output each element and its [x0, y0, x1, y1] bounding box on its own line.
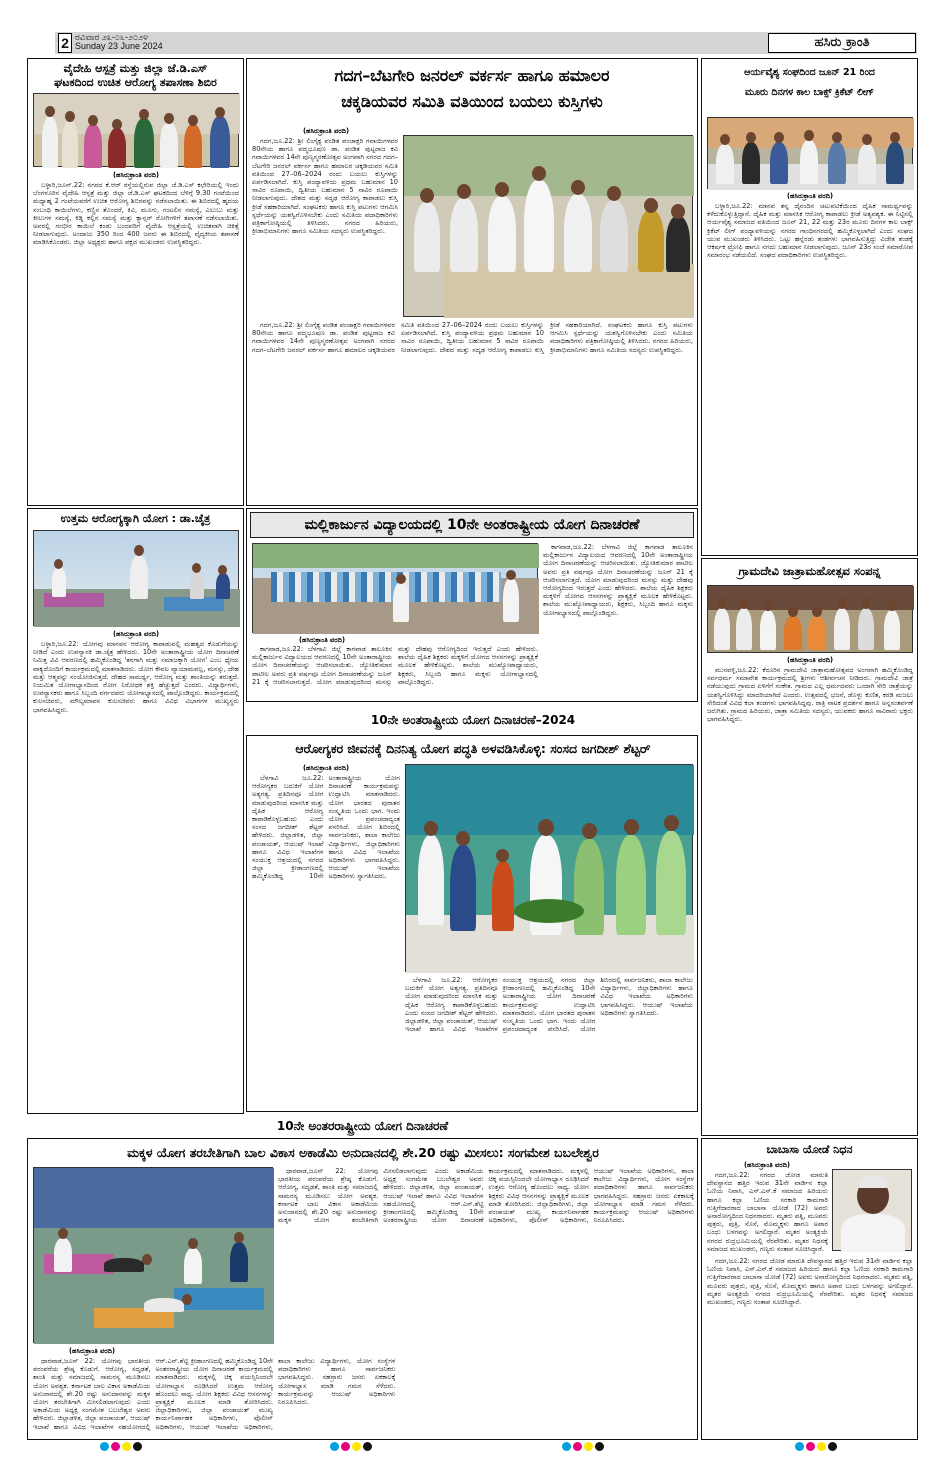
- box-cricket-headline: ಆರ್ಯವೈಶ್ಯ ಸಂಘದಿಂದ ಜೂನ್ 21 ರಿಂದ ಮೂರು ದಿನಗಳ ಕಾಲ ಬಾಕ್ಸ್ ಕ್ರಿಕೆಟ್ ಲೀಗ್: [744, 67, 875, 98]
- article-obituary: [701, 1138, 918, 1440]
- shettar-body-left: ಬೆಳಗಾವಿ ಜೂ.22: ಆರೋಗ್ಯಕರ ಬದುಕಿಗೆ ಯೋಗ ಅತ್ಯಗತ್ಯ. ಪ್ರತಿದಿನವೂ ಯೋಗ ಮಾಡುವುದರಿಂದ ಮಾನಸಿಕ ಮತ್ತು ದೈಹಿಕ ಆರೋಗ್ಯ ಕಾಪಾಡಿಕೊಳ್ಳಬಹುದು ಎಂದು ಸಂಸದ ಜಗದೀಶ್ ಶೆಟ್ಟರ್ ಹೇಳಿದರು. ಜಿಲ್ಲಾಡಳಿತ, ಜಿಲ್ಲಾ ಪಂಚಾಯತ್, ಆಯುಷ್ ಇಲಾಖೆ ಹಾಗೂ ವಿವಿಧ ಇಲಾಖೆಗಳ ಸಂಯುಕ್ತ ಆಶ್ರಯದಲ್ಲಿ ನಗರದ ಜಿಲ್ಲಾ ಕ್ರೀಡಾಂಗಣದಲ್ಲಿ ಹಮ್ಮಿಕೊಂಡಿದ್ದ 10ನೇ ಅಂತಾರಾಷ್ಟ್ರೀಯ ಯೋಗ ದಿನಾಚರಣೆ ಕಾರ್ಯಕ್ರಮವನ್ನು ಉದ್ಘಾಟಿಸಿ ಮಾತನಾಡಿದರು. ಯೋಗ ಭಾರತದ ಪುರಾತನ ಸಂಸ್ಕೃತಿಯ ಒಂದು ಭಾಗ. ಇಂದು ಯೋಗ ಪ್ರಪಂಚದಾದ್ಯಂತ ಪಸರಿಸಿದೆ. ಯೋಗ ಶಿಬಿರದಲ್ಲಿ ಸಾರ್ವಜನಿಕರು, ಶಾಲಾ ಕಾಲೇಜು ವಿದ್ಯಾರ್ಥಿಗಳು, ಜಿಲ್ಲಾಧಿಕಾರಿಗಳು ಹಾಗೂ ವಿವಿಧ ಇಲಾಖೆಯ ಅಧಿಕಾರಿಗಳು ಭಾಗವಹಿಸಿದ್ದರು. ಆಯುಷ್ ಇಲಾಖೆಯ ಅಧಿಕಾರಿಗಳು ಸ್ವಾಗತಿಸಿದರು.: [252, 774, 400, 881]
- date-english: Sunday 23 June 2024: [75, 41, 163, 51]
- jatra-headline: ಗ್ರಾಮದೇವಿ ಜಾತ್ರಾಮಹೋತ್ಸವ ಸಂಪನ್ನ: [738, 564, 881, 578]
- shettar-credit: (ಹಸಿರುಕ್ರಾಂತಿ ವರದಿ): [303, 764, 349, 772]
- article-health-camp: [27, 58, 244, 506]
- yoga-chaitra-body: ಬಳ್ಳಾರಿ,ಜೂ.22: ಯೋಗವು ಮಾನವನ ಆರೋಗ್ಯ ಕಾಪಾಡುವಲ್ಲಿ ಮಹತ್ವದ ಕೊಡುಗೆಯನ್ನು ನೀಡಿದೆ ಎಂದು ಉಪನ್ಯಾಸಕಿ ಡಾ.ಚೈತ್ರ ಹೇಳಿದರು. 10ನೇ ಅಂತಾರಾಷ್ಟ್ರೀಯ ಯೋಗ ದಿನಾಚರಣೆ ನಿಮಿತ್ತ ವಿವಿ ಆವರಣದಲ್ಲಿ ಹಮ್ಮಿಕೊಂಡಿದ್ದ 'ತನಗಾಗಿ ಮತ್ತು ಸಮಾಜಕ್ಕಾಗಿ ಯೋಗ' ಎಂಬ ಧ್ಯೇಯ ವಾಕ್ಯದೊಂದಿಗೆ ಕಾರ್ಯಕ್ರಮದಲ್ಲಿ ಮಾತನಾಡಿದರು. ಯೋಗ ಕೇವಲ ವ್ಯಾಯಾಮವಲ್ಲ, ಮನಸ್ಸು, ದೇಹ ಮತ್ತು ಆತ್ಮವನ್ನು ಸಂಯೋಜಿಸುತ್ತದೆ. ದೇಹದ ಸಾಮರ್ಥ್ಯ, ಆರೋಗ್ಯ ಮತ್ತು ಶಾಂತಿಯನ್ನು ತರುತ್ತದೆ. ನಿಯಮಿತ ಯೋಗಾಭ್ಯಾಸದಿಂದ ರೋಗ ನಿರೋಧಕ ಶಕ್ತಿ ಹೆಚ್ಚುತ್ತದೆ ಎಂದರು. ವಿದ್ಯಾರ್ಥಿಗಳು, ಉಪನ್ಯಾಸಕರು ಹಾಗೂ ಸಿಬ್ಬಂದಿ ವರ್ಗದವರು ಯೋಗಾಭ್ಯಾಸದಲ್ಲಿ ಪಾಲ್ಗೊಂಡಿದ್ದರು. ಕಾರ್ಯಕ್ರಮದಲ್ಲಿ ಕುಲಸಚಿವರು, ಮೌಲ್ಯಮಾಪನ ಕುಲಸಚಿವರು ಹಾಗೂ ವಿವಿಧ ವಿಭಾಗಗಳ ಮುಖ್ಯಸ್ಥರು ಭಾಗವಹಿಸಿದ್ದರು.: [33, 640, 239, 714]
- box-cricket-body: ಬಳ್ಳಾರಿ,ಜೂ.22: ಮಾನವ ತನ್ನ ದೈನಂದಿನ ಚಟುವಟಿಕೆಯಿಂದ ದೈಹಿಕ ಸಾಮರ್ಥ್ಯವನ್ನು ಕಳೆದುಕೊಳ್ಳುತ್ತಿದ್ದಾನೆ. ದೈಹಿಕ ಮತ್ತು ಮಾನಸಿಕ ಆರೋಗ್ಯ ಕಾಪಾಡಲು ಕ್ರೀಡೆ ಅತ್ಯವಶ್ಯಕ. ಈ ನಿಟ್ಟಿನಲ್ಲಿ ಆರ್ಯವೈಶ್ಯ ಸಮಾಜದ ವತಿಯಿಂದ ಜೂನ್ 21, 22 ಮತ್ತು 23ರ ಮೂರು ದಿನಗಳ ಕಾಲ ಬಾಕ್ಸ್ ಕ್ರಿಕೆಟ್ ಲೀಗ್ ಪಂದ್ಯಾವಳಿಯನ್ನು ನಗರದ ಗಾಂಧಿನಗರದಲ್ಲಿ ಹಮ್ಮಿಕೊಳ್ಳಲಾಗಿದೆ ಎಂದು ಸಂಘದ ಯುವ ಮುಖಂಡರು ತಿಳಿಸಿದರು. ಒಟ್ಟು ಹನ್ನೆರಡು ತಂಡಗಳು ಭಾಗವಹಿಸುತ್ತಿದ್ದು ವಿಜೇತ ತಂಡಕ್ಕೆ ಆಕರ್ಷಕ ಟ್ರೋಫಿ ಹಾಗೂ ನಗದು ಬಹುಮಾನ ನೀಡಲಾಗುವುದು. ಜೂನ್ 23ರ ಸಂಜೆ ಸಮಾರೋಪ ಸಮಾರಂಭ ನಡೆಯಲಿದೆ. ಸಂಘದ ಪದಾಧಿಕಾರಿಗಳು ಉಪಸ್ಥಿತರಿದ್ದರು.: [707, 202, 913, 260]
- registration-dots-2: [330, 1442, 372, 1451]
- shettar-kicker: 10ನೇ ಅಂತರಾಷ್ಟ್ರೀಯ ಯೋಗ ದಿನಾಚರಣೆ–2024: [370, 713, 576, 727]
- box-cricket-photo: [707, 117, 913, 189]
- health-camp-headline: ವೈದೇಹಿ ಆಸ್ಪತ್ರೆ ಮತ್ತು ಜಿಲ್ಲಾ ಜೆ.ಡಿ.ಎಸ್ ಘಟಕದಿಂದ ಉಚಿತ ಆರೋಗ್ಯ ತಪಾಸಣಾ ಶಿಬಿರ: [54, 62, 217, 89]
- registration-dots-1: [100, 1442, 142, 1451]
- jatra-photo: [707, 585, 913, 653]
- masthead-logo: ಹಸಿರು ಕ್ರಾಂತಿ: [768, 33, 916, 53]
- health-camp-credit: (ಹಸಿರುಕ್ರಾಂತಿ ವರದಿ): [113, 171, 159, 179]
- obituary-credit: (ಹಸಿರುಕ್ರಾಂತಿ ವರದಿ): [744, 1161, 790, 1169]
- yoga-chaitra-photo: [33, 530, 239, 626]
- health-camp-photo: [33, 93, 239, 167]
- academy-credit: (ಹಸಿರುಕ್ರಾಂತಿ ವರದಿ): [69, 1347, 115, 1355]
- academy-kicker: 10ನೇ ಅಂತರರಾಷ್ಟ್ರೀಯ ಯೋಗ ದಿನಾಚರಣೆ: [276, 1119, 449, 1133]
- academy-body-lower: ಧಾರವಾಡ,ಜೂನ್ 22: ಯೋಗವು ಭಾರತೀಯ ಪರಂಪರೆಯ ಶ್ರೇಷ್ಠ ಕೊಡುಗೆ. ಆರೋಗ್ಯ, ಸದೃಢತೆ, ಶಾಂತಿ ಮತ್ತು ಸಮಾಜದಲ್ಲಿ ಸಾಮರಸ್ಯ ಮೂಡಿಸಲು ಯೋಗ ಅವಶ್ಯಕ. ಕರ್ನಾಟಕ ಬಾಲ ವಿಕಾಸ ಅಕಾಡೆಮಿಯ ಅನುದಾನದಲ್ಲಿ ಶೇ.20 ರಷ್ಟು ಅನುದಾನವನ್ನು ಮಕ್ಕಳ ಯೋಗ ತರಬೇತಿಗಾಗಿ ಮೀಸಲಿಡಲಾಗುವುದು ಎಂದು ಅಕಾಡೆಮಿಯ ಅಧ್ಯಕ್ಷ ಸಂಗಮೇಶ ಬಬಲೇಶ್ವರ ಅವರು ಹೇಳಿದರು. ಜಿಲ್ಲಾಡಳಿತ, ಜಿಲ್ಲಾ ಪಂಚಾಯತ್, ಆಯುಷ್ ಇಲಾಖೆ ಹಾಗೂ ವಿವಿಧ ಇಲಾಖೆಗಳ ಸಹಯೋಗದಲ್ಲಿ ಆರ್.ಎನ್.ಶೆಟ್ಟಿ ಕ್ರೀಡಾಂಗಣದಲ್ಲಿ ಹಮ್ಮಿಕೊಂಡಿದ್ದ 10ನೇ ಅಂತರರಾಷ್ಟ್ರೀಯ ಯೋಗ ದಿನಾಚರಣೆ ಕಾರ್ಯಕ್ರಮದಲ್ಲಿ ಮಾತನಾಡಿದರು. ಮಕ್ಕಳಲ್ಲಿ ಚಿಕ್ಕ ವಯಸ್ಸಿನಿಂದಲೇ ಯೋಗಾಭ್ಯಾಸ ರೂಢಿಸಿದರೆ ಉತ್ತಮ ಆರೋಗ್ಯ ಹೊಂದಲು ಸಾಧ್ಯ. ಯೋಗ ಶಿಕ್ಷಕರು ವಿವಿಧ ಆಸನಗಳನ್ನು ಪ್ರಾತ್ಯಕ್ಷಿಕೆ ಮೂಲಕ ಮಾಡಿ ತೋರಿಸಿದರು. ಜಿಲ್ಲಾಧಿಕಾರಿಗಳು, ಜಿಲ್ಲಾ ಪಂಚಾಯತ್ ಮುಖ್ಯ ಕಾರ್ಯನಿರ್ವಾಹಕ ಅಧಿಕಾರಿಗಳು, ಪೊಲೀಸ್ ಅಧಿಕಾರಿಗಳು, ಆಯುಷ್ ಇಲಾಖೆಯ ಅಧಿಕಾರಿಗಳು, ಶಾಲಾ ಕಾಲೇಜು ವಿದ್ಯಾರ್ಥಿಗಳು, ಯೋಗ ಸಂಸ್ಥೆಗಳ ಪದಾಧಿಕಾರಿಗಳು ಹಾಗೂ ಸಾರ್ವಜನಿಕರು ಭಾಗವಹಿಸಿದ್ದರು. ಸಹಸ್ರಾರು ಜನರು ಏಕಕಾಲಕ್ಕೆ ಯೋಗಾಭ್ಯಾಸ ಮಾಡಿ ಗಮನ ಸೆಳೆದರು. ಕಾರ್ಯಕ್ರಮವನ್ನು ಆಯುಷ್ ಅಧಿಕಾರಿಗಳು ನಿರೂಪಿಸಿದರು.: [33, 1357, 396, 1431]
- article-bala-vikasa: [27, 1138, 698, 1440]
- article-box-cricket: [701, 58, 918, 556]
- shettar-photo: [405, 764, 693, 972]
- academy-headline: ಮಕ್ಕಳ ಯೋಗ ತರಬೇತಿಗಾಗಿ ಬಾಲ ವಿಕಾಸ ಅಕಾಡೆಮಿ ಅನುದಾನದಲ್ಲಿ ಶೇ.20 ರಷ್ಟು ಮೀಸಲು: ಸಂಗಮೇಶ ಬಬಲೇಶ್ವರ: [127, 1145, 599, 1160]
- wrestling-photo: [403, 135, 693, 317]
- mallikarjuna-photo: [252, 543, 538, 633]
- obituary-headline: ಬಾಬಾಸಾ ಯೋಡೆ ನಿಧನ: [766, 1143, 853, 1156]
- health-camp-body: ಬಳ್ಳಾರಿ,ಜೂನ್.22: ನಗರದ ಕೆ.ಆರ್ ರಸ್ತೆಯಲ್ಲಿರುವ ಜಿಲ್ಲಾ ಜೆ.ಡಿ.ಎಸ್ ಕಛೇರಿಯಲ್ಲಿ ಇಂದು ಬೆಂಗಳೂರಿನ ವೈದೇಹಿ ಆಸ್ಪತ್ರೆ ಮತ್ತು ಜಿಲ್ಲಾ ಜೆ.ಡಿ.ಎಸ್ ಘಟಕದಿಂದ ಬೆಳಿಗ್ಗೆ 9.30 ಗಂಟೆಯಿಂದ ಮಧ್ಯಾಹ್ನ 2 ಗಂಟೆಯವರೆಗೆ ಉಚಿತ ಆರೋಗ್ಯ ಶಿಬಿರವನ್ನು ನಡೆಸಲಾಯಿತು. ಈ ಶಿಬಿರದಲ್ಲಿ ಹೃದಯ ಸಂಬಂಧಿ ಕಾಯಿಲೆಗಳು, ಕಣ್ಣಿನ ತೊಂದರೆ, ಕಿವಿ, ಮೂಗು, ಗಂಟಲಿನ ಸಮಸ್ಯೆ, ಎಲುಬು ಮತ್ತು ಕೀಲುಗಳ ಸಮಸ್ಯೆ, ಕಿಡ್ನಿ ಕಲ್ಲಿನ ಸಮಸ್ಯೆ ಮತ್ತು ಕ್ಯಾನ್ಸರ್ ರೋಗಿಗಳಿಗೆ ತಪಾಸಣೆ ನಡೆಸಲಾಯಿತು. ಅವರಲ್ಲಿ ಗಂಭೀರ ಕಾಯಿಲೆ ಕಂಡು ಬಂದವರಿಗೆ ವೈದೇಹಿ ಆಸ್ಪತ್ರೆಯಲ್ಲಿ ಉಚಿತವಾಗಿ ಚಿಕಿತ್ಸೆ ನೀಡಲಾಗುವುದು. ಅಂದಾಜು 350 ರಿಂದ 400 ಜನರು ಈ ಶಿಬಿರದಲ್ಲಿ ವೈದ್ಯಕೀಯ ತಪಾಸಣೆ ಮಾಡಿಸಿಕೊಂಡರು. ಜಿಲ್ಲಾ ಅಧ್ಯಕ್ಷರು ಹಾಗೂ ಪಕ್ಷದ ಮುಖಂಡರು ಉಪಸ್ಥಿತರಿದ್ದರು.: [33, 181, 239, 247]
- shettar-body-lower: ಬೆಳಗಾವಿ ಜೂ.22: ಆರೋಗ್ಯಕರ ಬದುಕಿಗೆ ಯೋಗ ಅತ್ಯಗತ್ಯ. ಪ್ರತಿದಿನವೂ ಯೋಗ ಮಾಡುವುದರಿಂದ ಮಾನಸಿಕ ಮತ್ತು ದೈಹಿಕ ಆರೋಗ್ಯ ಕಾಪಾಡಿಕೊಳ್ಳಬಹುದು ಎಂದು ಸಂಸದ ಜಗದೀಶ್ ಶೆಟ್ಟರ್ ಹೇಳಿದರು. ಜಿಲ್ಲಾಡಳಿತ, ಜಿಲ್ಲಾ ಪಂಚಾಯತ್, ಆಯುಷ್ ಇಲಾಖೆ ಹಾಗೂ ವಿವಿಧ ಇಲಾಖೆಗಳ ಸಂಯುಕ್ತ ಆಶ್ರಯದಲ್ಲಿ ನಗರದ ಜಿಲ್ಲಾ ಕ್ರೀಡಾಂಗಣದಲ್ಲಿ ಹಮ್ಮಿಕೊಂಡಿದ್ದ 10ನೇ ಅಂತಾರಾಷ್ಟ್ರೀಯ ಯೋಗ ದಿನಾಚರಣೆ ಕಾರ್ಯಕ್ರಮವನ್ನು ಉದ್ಘಾಟಿಸಿ ಮಾತನಾಡಿದರು. ಯೋಗ ಭಾರತದ ಪುರಾತನ ಸಂಸ್ಕೃತಿಯ ಒಂದು ಭಾಗ. ಇಂದು ಯೋಗ ಪ್ರಪಂಚದಾದ್ಯಂತ ಪಸರಿಸಿದೆ. ಯೋಗ ಶಿಬಿರದಲ್ಲಿ ಸಾರ್ವಜನಿಕರು, ಶಾಲಾ ಕಾಲೇಜು ವಿದ್ಯಾರ್ಥಿಗಳು, ಜಿಲ್ಲಾಧಿಕಾರಿಗಳು ಹಾಗೂ ವಿವಿಧ ಇಲಾಖೆಯ ಅಧಿಕಾರಿಗಳು ಭಾಗವಹಿಸಿದ್ದರು. ಆಯುಷ್ ಇಲಾಖೆಯ ಅಧಿಕಾರಿಗಳು ಸ್ವಾಗತಿಸಿದರು.: [405, 976, 693, 1034]
- academy-body-right: ಧಾರವಾಡ,ಜೂನ್ 22: ಯೋಗವು ಭಾರತೀಯ ಪರಂಪರೆಯ ಶ್ರೇಷ್ಠ ಕೊಡುಗೆ. ಆರೋಗ್ಯ, ಸದೃಢತೆ, ಶಾಂತಿ ಮತ್ತು ಸಮಾಜದಲ್ಲಿ ಸಾಮರಸ್ಯ ಮೂಡಿಸಲು ಯೋಗ ಅವಶ್ಯಕ. ಕರ್ನಾಟಕ ಬಾಲ ವಿಕಾಸ ಅಕಾಡೆಮಿಯ ಅನುದಾನದಲ್ಲಿ ಶೇ.20 ರಷ್ಟು ಅನುದಾನವನ್ನು ಮಕ್ಕಳ ಯೋಗ ತರಬೇತಿಗಾಗಿ ಮೀಸಲಿಡಲಾಗುವುದು ಎಂದು ಅಕಾಡೆಮಿಯ ಅಧ್ಯಕ್ಷ ಸಂಗಮೇಶ ಬಬಲೇಶ್ವರ ಅವರು ಹೇಳಿದರು. ಜಿಲ್ಲಾಡಳಿತ, ಜಿಲ್ಲಾ ಪಂಚಾಯತ್, ಆಯುಷ್ ಇಲಾಖೆ ಹಾಗೂ ವಿವಿಧ ಇಲಾಖೆಗಳ ಸಹಯೋಗದಲ್ಲಿ ಆರ್.ಎನ್.ಶೆಟ್ಟಿ ಕ್ರೀಡಾಂಗಣದಲ್ಲಿ ಹಮ್ಮಿಕೊಂಡಿದ್ದ 10ನೇ ಅಂತರರಾಷ್ಟ್ರೀಯ ಯೋಗ ದಿನಾಚರಣೆ ಕಾರ್ಯಕ್ರಮದಲ್ಲಿ ಮಾತನಾಡಿದರು. ಮಕ್ಕಳಲ್ಲಿ ಚಿಕ್ಕ ವಯಸ್ಸಿನಿಂದಲೇ ಯೋಗಾಭ್ಯಾಸ ರೂಢಿಸಿದರೆ ಉತ್ತಮ ಆರೋಗ್ಯ ಹೊಂದಲು ಸಾಧ್ಯ. ಯೋಗ ಶಿಕ್ಷಕರು ವಿವಿಧ ಆಸನಗಳನ್ನು ಪ್ರಾತ್ಯಕ್ಷಿಕೆ ಮೂಲಕ ಮಾಡಿ ತೋರಿಸಿದರು. ಜಿಲ್ಲಾಧಿಕಾರಿಗಳು, ಜಿಲ್ಲಾ ಪಂಚಾಯತ್ ಮುಖ್ಯ ಕಾರ್ಯನಿರ್ವಾಹಕ ಅಧಿಕಾರಿಗಳು, ಪೊಲೀಸ್ ಅಧಿಕಾರಿಗಳು, ಆಯುಷ್ ಇಲಾಖೆಯ ಅಧಿಕಾರಿಗಳು, ಶಾಲಾ ಕಾಲೇಜು ವಿದ್ಯಾರ್ಥಿಗಳು, ಯೋಗ ಸಂಸ್ಥೆಗಳ ಪದಾಧಿಕಾರಿಗಳು ಹಾಗೂ ಸಾರ್ವಜನಿಕರು ಭಾಗವಹಿಸಿದ್ದರು. ಸಹಸ್ರಾರು ಜನರು ಏಕಕಾಲಕ್ಕೆ ಯೋಗಾಭ್ಯಾಸ ಮಾಡಿ ಗಮನ ಸೆಳೆದರು. ಕಾರ್ಯಕ್ರಮವನ್ನು ಆಯುಷ್ ಅಧಿಕಾರಿಗಳು ನಿರೂಪಿಸಿದರು.: [278, 1167, 694, 1225]
- mallikarjuna-body-side: ಕಾಗವಾಡ,ಜೂ.22: ಬೆಳಗಾವಿ ಜಿಲ್ಲೆ ಕಾಗವಾಡ ತಾಲೂಕಿನ ಮಲ್ಲಿಕಾರ್ಜುನ ವಿದ್ಯಾಲಯದ ಆವರಣದಲ್ಲಿ 10ನೇ ಅಂತಾರಾಷ್ಟ್ರೀಯ ಯೋಗ ದಿನಾಚರಣೆಯನ್ನು ಆಚರಿಸಲಾಯಿತು. ಜ್ಯೋತಿಕುಮಾರ ಪಾಟೀಲ ಅವರು ಪ್ರತಿ ವರ್ಷವೂ ಯೋಗ ದಿನಾಚರಣೆಯನ್ನು ಜೂನ್ 21 ಕ್ಕೆ ಆಚರಿಸಲಾಗುತ್ತದೆ. ಯೋಗ ಮಾಡುವುದರಿಂದ ಮನಸ್ಸು ಮತ್ತು ದೇಹವು ಆರೋಗ್ಯದಿಂದ ಇರುತ್ತದೆ ಎಂದು ಹೇಳಿದರು. ಶಾಲೆಯ ದೈಹಿಕ ಶಿಕ್ಷಕರು ಮಕ್ಕಳಿಗೆ ಯೋಗದ ಆಸನಗಳನ್ನು ಪ್ರಾತ್ಯಕ್ಷಿಕೆ ಮೂಲಕ ಹೇಳಿಕೊಟ್ಟರು. ಶಾಲೆಯ ಮುಖ್ಯೋಪಾಧ್ಯಾಯರು, ಶಿಕ್ಷಕರು, ಸಿಬ್ಬಂದಿ ಹಾಗೂ ಮಕ್ಕಳು ಯೋಗಾಭ್ಯಾಸದಲ್ಲಿ ಪಾಲ್ಗೊಂಡಿದ್ದರು.: [543, 543, 693, 617]
- jatra-body: ಮುನವಳ್ಳಿ,ಜೂ.22: ಕೆರೂರಿನ ಗ್ರಾಮದೇವಿ ಜಾತ್ರಾಮಹೋತ್ಸವದ ಅಂಗವಾಗಿ ಹಮ್ಮಿಕೊಂಡಿದ್ದ ಸರ್ವಧರ್ಮ ಸಮಾವೇಶ ಕಾರ್ಯಕ್ರಮದಲ್ಲಿ ಶ್ರೀಗಳು ಆಶೀರ್ವಚನ ನೀಡಿದರು. ಗ್ರಾಮದೇವಿ ಜಾತ್ರೆ ನಡೆಯುವುದು ಗ್ರಾಮದ ಏಳಿಗೆಗೆ ಸಂಕೇತ. ಗ್ರಾಮದ ಎಲ್ಲ ಧರ್ಮದವರು ಒಂದಾಗಿ ಸೇರಿ ಜಾತ್ರೆಯನ್ನು ಯಶಸ್ವಿಗೊಳಿಸಿದ್ದು ಮಾದರಿಯಾಗಿದೆ ಎಂದರು. ಉತ್ಸವದಲ್ಲಿ ಭಜನೆ, ಡೊಳ್ಳು ಕುಣಿತ, ಕರಡಿ ಮಜಲು ಸೇರಿದಂತೆ ವಿವಿಧ ಕಲಾ ತಂಡಗಳು ಭಾಗವಹಿಸಿದ್ದವು. ರಾತ್ರಿ ನಾಟಕ ಪ್ರದರ್ಶನ ಹಾಗೂ ಅನ್ನಸಂತರ್ಪಣೆ ಜರುಗಿತು. ಗ್ರಾಮದ ಹಿರಿಯರು, ಜಾತ್ರಾ ಸಮಿತಿಯ ಸದಸ್ಯರು, ಯುವಕರು ಹಾಗೂ ಸಾವಿರಾರು ಭಕ್ತರು ಭಾಗವಹಿಸಿದ್ದರು.: [707, 666, 913, 724]
- registration-dots-4: [795, 1442, 837, 1451]
- wrestling-body-col1: ಗದಗ,ಜೂ.22: ಶ್ರೀ ಲಿಂಗೈಕ್ಯ ಪಂಡಿತ ಪಂಚಾಕ್ಷರಿ ಗವಾಯಿಗಳವರ 80ನೇಯ ಹಾಗೂ ಪದ್ಮಭೂಷಣ ಡಾ. ಪಂಡಿತ ಪುಟ್ಟರಾಜ ಕವಿ ಗವಾಯಿಗಳವರ 14ನೇ ಪುಣ್ಯಸ್ಮರಣೋತ್ಸವ ಅಂಗವಾಗಿ ನಗರದ ಗದಗ–ಬೆಟಗೇರಿ ಜನರಲ್ ವರ್ಕರ್ಸ ಹಾಗೂ ಹಮಾಲರ ಚಕ್ಕಡಿಯವರ ಸಮಿತಿ ವತಿಯಿಂದ 27–06–2024 ರಂದು ಬಯಲು ಕುಸ್ತಿಗಳನ್ನು ಏರ್ಪಡಿಸಲಾಗಿದೆ. ಕುಸ್ತಿ ಪಂದ್ಯಾವಳಿಯ ಪ್ರಥಮ ಬಹುಮಾನ 10 ಸಾವಿರ ರೂಪಾಯಿ, ದ್ವಿತೀಯ ಬಹುಮಾನ 5 ಸಾವಿರ ರೂಪಾಯಿ ನೀಡಲಾಗುವುದು. ದೇಶದ ಮತ್ತು ಸದೃಢ ಆರೋಗ್ಯ ಕಾಪಾಡಲು ಕುಸ್ತಿ ಕ್ರೀಡೆ ಸಹಕಾರಿಯಾಗಿದೆ. ಸಂಘಟಕರು ಹಾಗೂ ಕುಸ್ತಿ ಪಟುಗಳು ಆಗಮಿಸಿ ಸ್ಪರ್ಧೆಯನ್ನು ಯಶಸ್ವಿಗೊಳಿಸಬೇಕು ಎಂದು ಸಮಿತಿಯ ಪದಾಧಿಕಾರಿಗಳು ಪತ್ರಿಕಾಗೋಷ್ಠಿಯಲ್ಲಿ ತಿಳಿಸಿದರು. ನಗರದ ಹಿರಿಯರು, ಕ್ರೀಡಾಭಿಮಾನಿಗಳು ಹಾಗೂ ಸಮಿತಿಯ ಸದಸ್ಯರು ಉಪಸ್ಥಿತರಿದ್ದರು.: [252, 137, 398, 236]
- article-wrestling: [246, 58, 698, 506]
- page-number: 2: [58, 33, 72, 53]
- mallikarjuna-body-lower: ಕಾಗವಾಡ,ಜೂ.22: ಬೆಳಗಾವಿ ಜಿಲ್ಲೆ ಕಾಗವಾಡ ತಾಲೂಕಿನ ಮಲ್ಲಿಕಾರ್ಜುನ ವಿದ್ಯಾಲಯದ ಆವರಣದಲ್ಲಿ 10ನೇ ಅಂತಾರಾಷ್ಟ್ರೀಯ ಯೋಗ ದಿನಾಚರಣೆಯನ್ನು ಆಚರಿಸಲಾಯಿತು. ಜ್ಯೋತಿಕುಮಾರ ಪಾಟೀಲ ಅವರು ಪ್ರತಿ ವರ್ಷವೂ ಯೋಗ ದಿನಾಚರಣೆಯನ್ನು ಜೂನ್ 21 ಕ್ಕೆ ಆಚರಿಸಲಾಗುತ್ತದೆ. ಯೋಗ ಮಾಡುವುದರಿಂದ ಮನಸ್ಸು ಮತ್ತು ದೇಹವು ಆರೋಗ್ಯದಿಂದ ಇರುತ್ತದೆ ಎಂದು ಹೇಳಿದರು. ಶಾಲೆಯ ದೈಹಿಕ ಶಿಕ್ಷಕರು ಮಕ್ಕಳಿಗೆ ಯೋಗದ ಆಸನಗಳನ್ನು ಪ್ರಾತ್ಯಕ್ಷಿಕೆ ಮೂಲಕ ಹೇಳಿಕೊಟ್ಟರು. ಶಾಲೆಯ ಮುಖ್ಯೋಪಾಧ್ಯಾಯರು, ಶಿಕ್ಷಕರು, ಸಿಬ್ಬಂದಿ ಹಾಗೂ ಮಕ್ಕಳು ಯೋಗಾಭ್ಯಾಸದಲ್ಲಿ ಪಾಲ್ಗೊಂಡಿದ್ದರು.: [252, 645, 538, 686]
- obituary-body-top: ಗದಗ,ಜೂ.22: ನಗರದ ಜೋಡ ಮಾರುತಿ ದೇವಸ್ಥಾನದ ಹತ್ತಿರ ಇರುವ 31ನೇ ವಾರ್ಡಿನ ಕಲ್ಲಾ ಓಣಿಯ ನಿವಾಸಿ, ಎಸ್.ಎಸ್.ಕೆ ಸಮಾಜದ ಹಿರಿಯರು ಹಾಗೂ ಕಲ್ಲಾ ಓಣಿಯ ಸರಕಾರಿ ಕಾಮಗಾರಿ ಗುತ್ತಿಗೆದಾರರಾದ ಬಾಬಾಸಾ ಯೋಡೆ (72) ಅವರು ಅನಾರೋಗ್ಯದಿಂದ ನಿಧನರಾದರು. ಮೃತರು ಪತ್ನಿ, ಮೂವರು ಪುತ್ರರು, ಪುತ್ರಿ, ಸೊಸೆ, ಮೊಮ್ಮಕ್ಕಳು ಹಾಗೂ ಅಪಾರ ಬಂಧು ಬಳಗವನ್ನು ಅಗಲಿದ್ದಾರೆ. ಮೃತರ ಅಂತ್ಯಕ್ರಿಯೆ ನಗರದ ರುದ್ರಭೂಮಿಯಲ್ಲಿ ನೆರವೇರಿತು. ಮೃತರ ನಿಧನಕ್ಕೆ ಸಮಾಜದ ಮುಖಂಡರು, ಗಣ್ಯರು ಸಂತಾಪ ಸೂಚಿಸಿದ್ದಾರೆ.: [707, 1171, 828, 1253]
- obituary-body: ಗದಗ,ಜೂ.22: ನಗರದ ಜೋಡ ಮಾರುತಿ ದೇವಸ್ಥಾನದ ಹತ್ತಿರ ಇರುವ 31ನೇ ವಾರ್ಡಿನ ಕಲ್ಲಾ ಓಣಿಯ ನಿವಾಸಿ, ಎಸ್.ಎಸ್.ಕೆ ಸಮಾಜದ ಹಿರಿಯರು ಹಾಗೂ ಕಲ್ಲಾ ಓಣಿಯ ಸರಕಾರಿ ಕಾಮಗಾರಿ ಗುತ್ತಿಗೆದಾರರಾದ ಬಾಬಾಸಾ ಯೋಡೆ (72) ಅವರು ಅನಾರೋಗ್ಯದಿಂದ ನಿಧನರಾದರು. ಮೃತರು ಪತ್ನಿ, ಮೂವರು ಪುತ್ರರು, ಪುತ್ರಿ, ಸೊಸೆ, ಮೊಮ್ಮಕ್ಕಳು ಹಾಗೂ ಅಪಾರ ಬಂಧು ಬಳಗವನ್ನು ಅಗಲಿದ್ದಾರೆ. ಮೃತರ ಅಂತ್ಯಕ್ರಿಯೆ ನಗರದ ರುದ್ರಭೂಮಿಯಲ್ಲಿ ನೆರವೇರಿತು. ಮೃತರ ನಿಧನಕ್ಕೆ ಸಮಾಜದ ಮುಖಂಡರು, ಗಣ್ಯರು ಸಂತಾಪ ಸೂಚಿಸಿದ್ದಾರೆ.: [707, 1257, 913, 1307]
- article-mallikarjuna-yoga: [246, 508, 698, 702]
- mallikarjuna-headline: ಮಲ್ಲಿಕಾರ್ಜುನ ವಿದ್ಯಾಲಯದಲ್ಲಿ 10ನೇ ಅಂತರಾಷ್ಟ್ರೀಯ ಯೋಗ ದಿನಾಚರಣೆ: [250, 512, 694, 538]
- obituary-portrait: [832, 1169, 912, 1251]
- yoga-chaitra-credit: (ಹಸಿರುಕ್ರಾಂತಿ ವರದಿ): [113, 630, 159, 638]
- mallikarjuna-credit: (ಹಸಿರುಕ್ರಾಂತಿ ವರದಿ): [299, 636, 345, 644]
- registration-dots-3: [562, 1442, 604, 1451]
- date-kannada: ರವಿವಾರ ೨೩-೦೬-೨೦೨೪: [75, 32, 149, 42]
- article-yoga-chaitra: [27, 508, 244, 1114]
- article-jatra: [701, 558, 918, 1136]
- wrestling-credit: (ಹಸಿರುಕ್ರಾಂತಿ ವರದಿ): [303, 127, 349, 135]
- date-line: [75, 33, 195, 51]
- academy-photo: [33, 1167, 273, 1343]
- shettar-headline: ಆರೋಗ್ಯಕರ ಜೀವನಕ್ಕೆ ದಿನನಿತ್ಯ ಯೋಗ ಪದ್ಧತಿ ಅಳವಡಿಸಿಕೊಳ್ಳಿ: ಸಂಸದ ಜಗದೀಶ್ ಶೆಟ್ಟರ್: [295, 741, 651, 756]
- article-shettar-yoga: [246, 713, 698, 1112]
- wrestling-body-cols: ಗದಗ,ಜೂ.22: ಶ್ರೀ ಲಿಂಗೈಕ್ಯ ಪಂಡಿತ ಪಂಚಾಕ್ಷರಿ ಗವಾಯಿಗಳವರ 80ನೇಯ ಹಾಗೂ ಪದ್ಮಭೂಷಣ ಡಾ. ಪಂಡಿತ ಪುಟ್ಟರಾಜ ಕವಿ ಗವಾಯಿಗಳವರ 14ನೇ ಪುಣ್ಯಸ್ಮರಣೋತ್ಸವ ಅಂಗವಾಗಿ ನಗರದ ಗದಗ–ಬೆಟಗೇರಿ ಜನರಲ್ ವರ್ಕರ್ಸ ಹಾಗೂ ಹಮಾಲರ ಚಕ್ಕಡಿಯವರ ಸಮಿತಿ ವತಿಯಿಂದ 27–06–2024 ರಂದು ಬಯಲು ಕುಸ್ತಿಗಳನ್ನು ಏರ್ಪಡಿಸಲಾಗಿದೆ. ಕುಸ್ತಿ ಪಂದ್ಯಾವಳಿಯ ಪ್ರಥಮ ಬಹುಮಾನ 10 ಸಾವಿರ ರೂಪಾಯಿ, ದ್ವಿತೀಯ ಬಹುಮಾನ 5 ಸಾವಿರ ರೂಪಾಯಿ ನೀಡಲಾಗುವುದು. ದೇಶದ ಮತ್ತು ಸದೃಢ ಆರೋಗ್ಯ ಕಾಪಾಡಲು ಕುಸ್ತಿ ಕ್ರೀಡೆ ಸಹಕಾರಿಯಾಗಿದೆ. ಸಂಘಟಕರು ಹಾಗೂ ಕುಸ್ತಿ ಪಟುಗಳು ಆಗಮಿಸಿ ಸ್ಪರ್ಧೆಯನ್ನು ಯಶಸ್ವಿಗೊಳಿಸಬೇಕು ಎಂದು ಸಮಿತಿಯ ಪದಾಧಿಕಾರಿಗಳು ಪತ್ರಿಕಾಗೋಷ್ಠಿಯಲ್ಲಿ ತಿಳಿಸಿದರು. ನಗರದ ಹಿರಿಯರು, ಕ್ರೀಡಾಭಿಮಾನಿಗಳು ಹಾಗೂ ಸಮಿತಿಯ ಸದಸ್ಯರು ಉಪಸ್ಥಿತರಿದ್ದರು.: [252, 321, 693, 354]
- yoga-chaitra-headline: ಉತ್ತಮ ಆರೋಗ್ಯಕ್ಕಾಗಿ ಯೋಗ : ಡಾ.ಚೈತ್ರ: [60, 512, 211, 525]
- box-cricket-credit: (ಹಸಿರುಕ್ರಾಂತಿ ವರದಿ): [787, 192, 833, 200]
- wrestling-headline: ಗದಗ–ಬೆಟಗೇರಿ ಜನರಲ್ ವರ್ಕರ್ಸ ಹಾಗೂ ಹಮಾಲರ ಚಕ್ಕಡಿಯವರ ಸಮಿತಿ ವತಿಯಿಂದ ಬಯಲು ಕುಸ್ತಿಗಳು: [334, 66, 610, 111]
- jatra-credit: (ಹಸಿರುಕ್ರಾಂತಿ ವರದಿ): [787, 656, 833, 664]
